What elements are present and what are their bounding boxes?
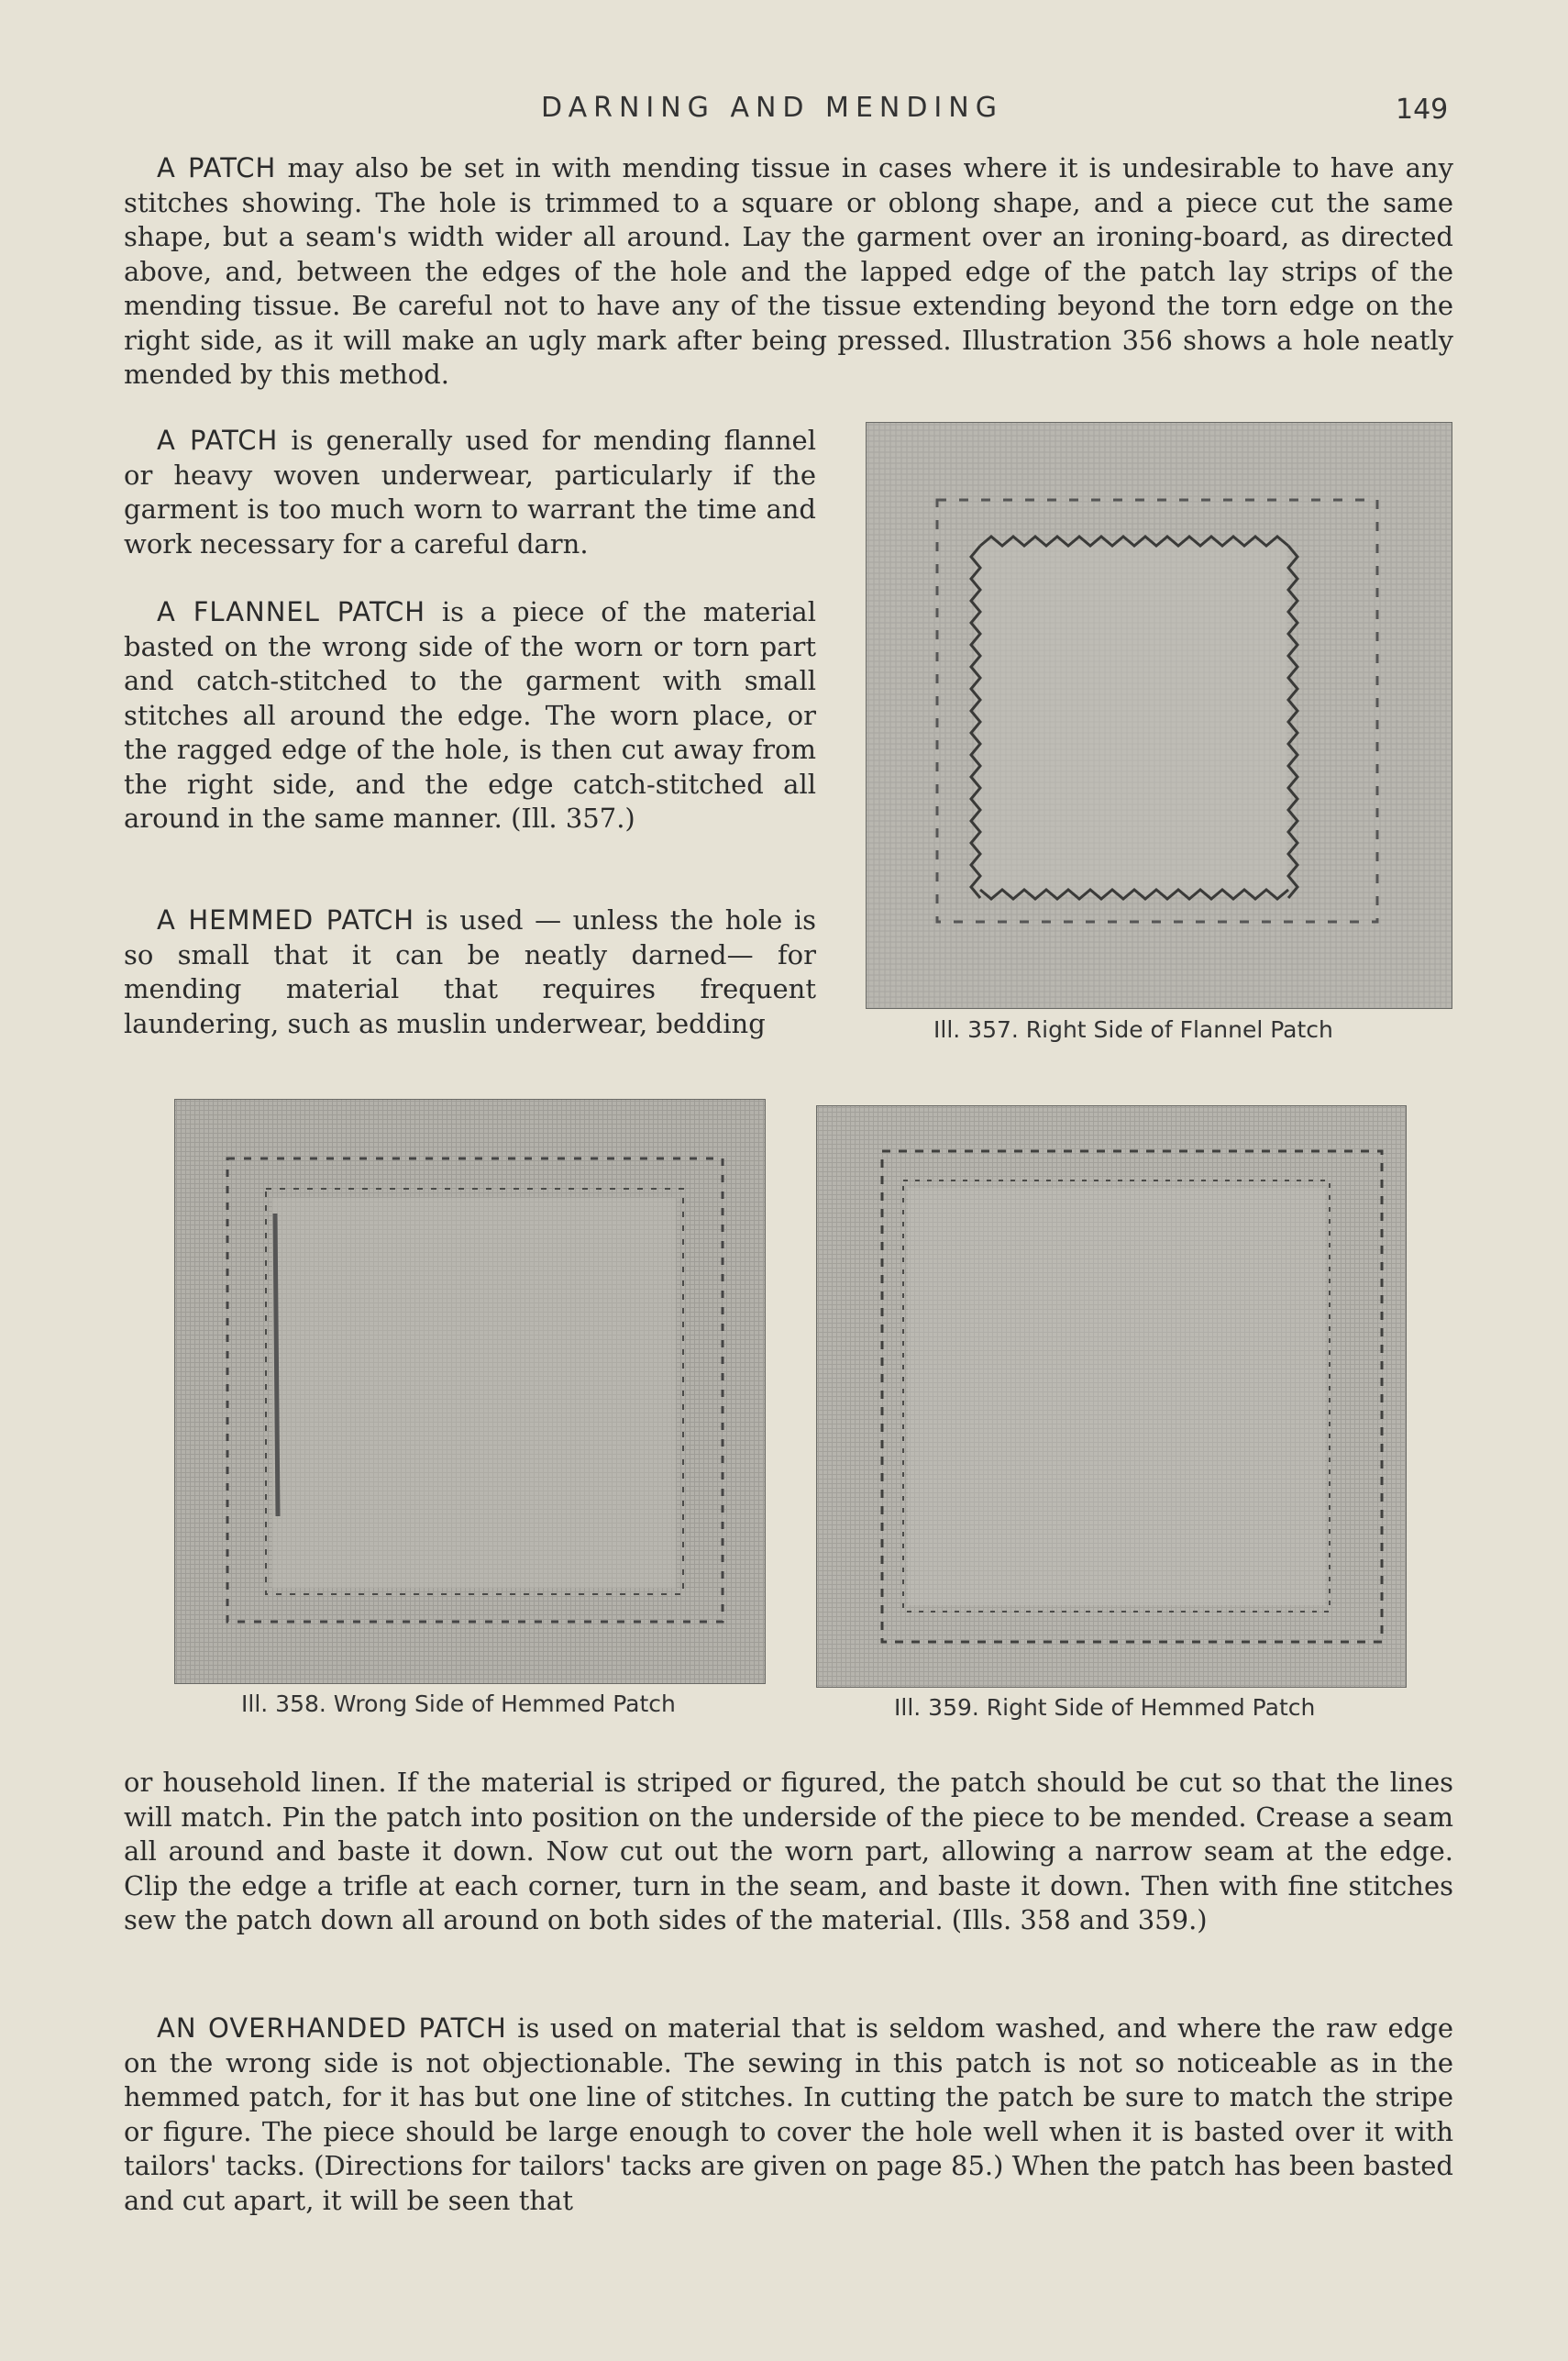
figure-flannel-patch <box>866 422 1452 1009</box>
paragraph-body: is used — unless the hole is so small that it can be neatly darned— for mending material that requires frequent laundering, such as muslin underwear, bedding <box>124 904 816 1039</box>
paragraph-hemmed-patch <box>124 903 816 1041</box>
hemmed-patch-wrong-side-image <box>174 1099 766 1684</box>
paragraph-lead: A HEMMED PATCH <box>157 904 415 936</box>
paragraph-lead: A PATCH <box>157 425 279 456</box>
paragraph-body: may also be set in with mending tissue in cases where it is undesirable to have any stitches showing. The hole is trimmed to a square or oblong shape, and a piece cut the same shape, but a seam's width wider all around. Lay the garment over an ironing-board, as directed above, and, between the edges of the hole and the lapped edge of the patch lay strips of the mending tissue. Be careful not to have any of the tissue extending beyond the torn edge on the right side, as it will make an ugly mark after being pressed. Illustration 356 shows a hole neatly mended by this method. <box>124 152 1453 390</box>
running-title: DARNING AND MENDING <box>541 92 1003 124</box>
paragraph-lead: A PATCH <box>157 152 277 183</box>
paragraph-lead: AN OVERHANDED PATCH <box>157 2012 507 2044</box>
paragraph-patch-intro <box>124 424 816 561</box>
caption-ill-358: Ill. 358. Wrong Side of Hemmed Patch <box>241 1690 676 1717</box>
paragraph-body: or household linen. If the material is striped or figured, the patch should be cut so that the lines will match. Pin the patch into position on the underside of the piece to be mended. Crease a seam all around and baste it down. Now cut out the worn part, allowing a narrow seam at the edge. Clip the edge a trifle at each corner, turn in the seam, and baste it down. Then with fine stitches sew the patch down all around on both sides of the material. (Ills. 358 and 359.) <box>124 1767 1453 1935</box>
paragraph-lead: A FLANNEL PATCH <box>157 596 426 627</box>
hemmed-patch-right-side-image <box>816 1105 1407 1688</box>
paragraph-body: is generally used for mending flannel or heavy woven underwear, particularly if the garment is too much worn to warrant the time and work necessary for a careful darn. <box>124 425 816 560</box>
paragraph-body: is used on material that is seldom washed, and where the raw edge on the wrong side is not objectionable. The sewing in this patch is not so noticeable as in the hemmed patch, for it has but one line of stitches. In cutting the patch be sure to match the stripe or figure. The piece should be large enough to cover the hole well when it is basted over it with tailors' tacks. (Directions for tailors' tacks are given on page 85.) When the patch has been basted and cut apart, it will be seen that <box>124 2012 1453 2216</box>
page-number: 149 <box>1396 94 1449 126</box>
paragraph-overhanded-patch <box>124 2012 1453 2218</box>
paragraph-flannel-patch <box>124 595 816 837</box>
paragraph-mending-tissue <box>124 151 1453 393</box>
figure-hemmed-patch-right-side <box>816 1105 1407 1688</box>
figure-hemmed-patch-wrong-side <box>174 1099 766 1684</box>
flannel-patch-image <box>866 422 1452 1009</box>
caption-ill-359: Ill. 359. Right Side of Hemmed Patch <box>894 1694 1316 1721</box>
caption-ill-357: Ill. 357. Right Side of Flannel Patch <box>933 1016 1333 1043</box>
paragraph-body: is a piece of the material basted on the wrong side of the worn or torn part and catch-stitched to the garment with small stitches all around the edge. The worn place, or the ragged edge of the hole, is then cut away from the right side, and the edge catch-stitched all around in the same manner. (Ill. 357.) <box>124 596 816 834</box>
paragraph-hemmed-continued <box>124 1766 1453 1938</box>
